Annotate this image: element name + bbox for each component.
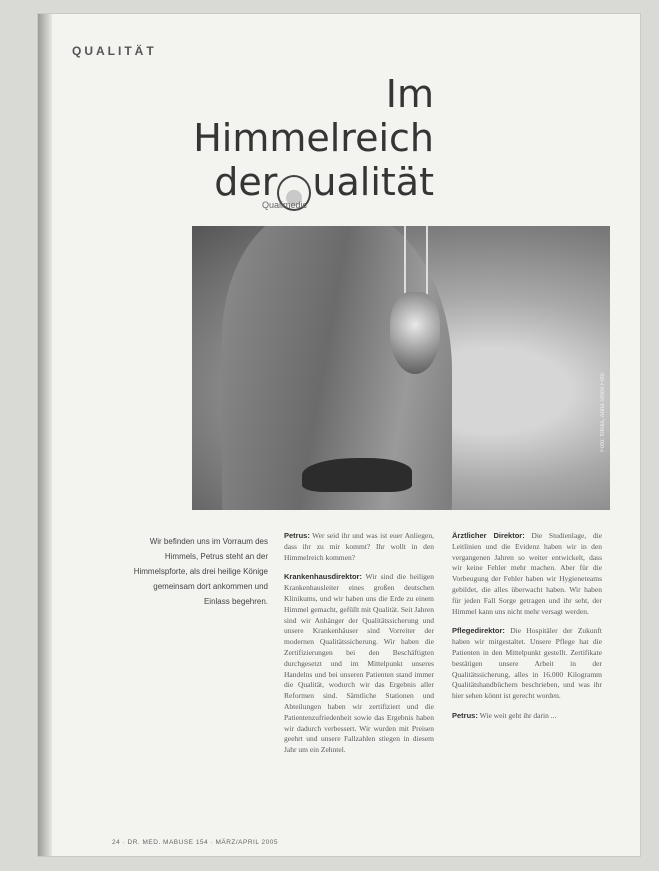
title-line-3-suffix: ualität <box>312 160 434 204</box>
dialogue-paragraph <box>284 572 434 756</box>
dialogue-paragraph <box>284 531 434 563</box>
page-spine-shadow <box>38 14 52 856</box>
speaker-name: Petrus: <box>452 710 478 720</box>
speaker-name: Krankenhausdirektor: <box>284 572 362 582</box>
speaker-name: Petrus: <box>284 531 310 540</box>
dialogue-text: Wir sind die heiligen Krankenhausleiter eines großen deutschen Klinikums, und wir haben uns die Erde zu einem Himmel gemacht, gefüllt mit Qualität. Seit Jahren sind wir Anhänger der Qualitätssicherung und unsere Krankenhäuser sind Vorreiter der modernen Qualitätssicherung. Wir haben die Zertifizierungen bei den Beschäftigten durchgesetzt und im Mittelpunkt unseres Handelns und bei unseren Patienten stand immer die Qualität, wodurch wir das Ergebnis aller Reformen sind. Sämtliche Stationen und Abteilungen haben wir zertifiziert und die Patientenzufriedenheit sowie das Ergebnis haben wir dadurch verbessert. Wir wurden mit Preisen geehrt und unsere Fallzahlen stiegen in diesem Jahr um ein Zehntel. <box>284 572 434 755</box>
dialogue-paragraph <box>452 531 602 617</box>
speaker-name: Pflegedirektor: <box>452 626 505 636</box>
article-title <box>134 72 434 211</box>
dialogue-text: Wie weit geht ihr darin ... <box>477 710 557 720</box>
dialogue-text: Die Studienlage, die Leitlinien und die Evidenz haben wir in den vergangenen Jahren so weiter entwickelt, dass wir keine Fehler mehr machen. Aber für die Vorbeugung der Fehler haben wir Hygieneteams gebildet, die alles überwacht haben. Wir haben für jeden Fall Sorge getragen und ihr seht, der Himmel kann uns nicht mehr versagt werden. <box>452 531 603 616</box>
dialogue-text: Die Hospitäler der Zukunft haben wir mitgestaltet. Unsere Pflege hat die Patienten in den Mittelpunkt gestellt. Zertifikate bestätigen unsere Arbeit in der Qualitätssicherung, alles in 16.000 Kilogramm Qualitätshandbüchern beschrieben, und was ihr hier sehen könnt ist gerecht worden. <box>452 626 602 701</box>
section-kicker: QUALITÄT <box>72 44 157 58</box>
photo-censer <box>390 292 440 374</box>
page-footer: 24 · DR. MED. MABUSE 154 · MÄRZ/APRIL 2005 <box>112 839 278 846</box>
text-column-1 <box>284 531 434 765</box>
text-column-2 <box>452 531 602 731</box>
dialogue-paragraph <box>452 626 602 702</box>
title-line-1: Im <box>385 72 434 116</box>
photo-credit: Foto: fotolia, Anna Shlov Foto <box>600 373 606 452</box>
article-intro: Wir befinden uns im Vorraum des Himmels, Petrus steht an der Himmelspforte, als drei heilige Könige gemeinsam dort ankommen und Einlass begehren. <box>133 537 268 606</box>
dialogue-paragraph <box>452 711 602 722</box>
dialogue-text: Wer seid ihr und was ist euer Anliegen, dass ihr zu mir kommt? Ihr wollt in den Himmelreich kommen? <box>284 531 434 562</box>
speaker-name: Ärztlicher Direktor: <box>452 531 525 540</box>
byline: Qualimedic <box>262 200 308 210</box>
magazine-page <box>38 14 640 856</box>
photo-shoe <box>302 458 412 492</box>
article-photo <box>192 226 610 510</box>
title-line-3-prefix: der <box>214 160 278 204</box>
title-line-2: Himmelreich <box>193 116 434 160</box>
